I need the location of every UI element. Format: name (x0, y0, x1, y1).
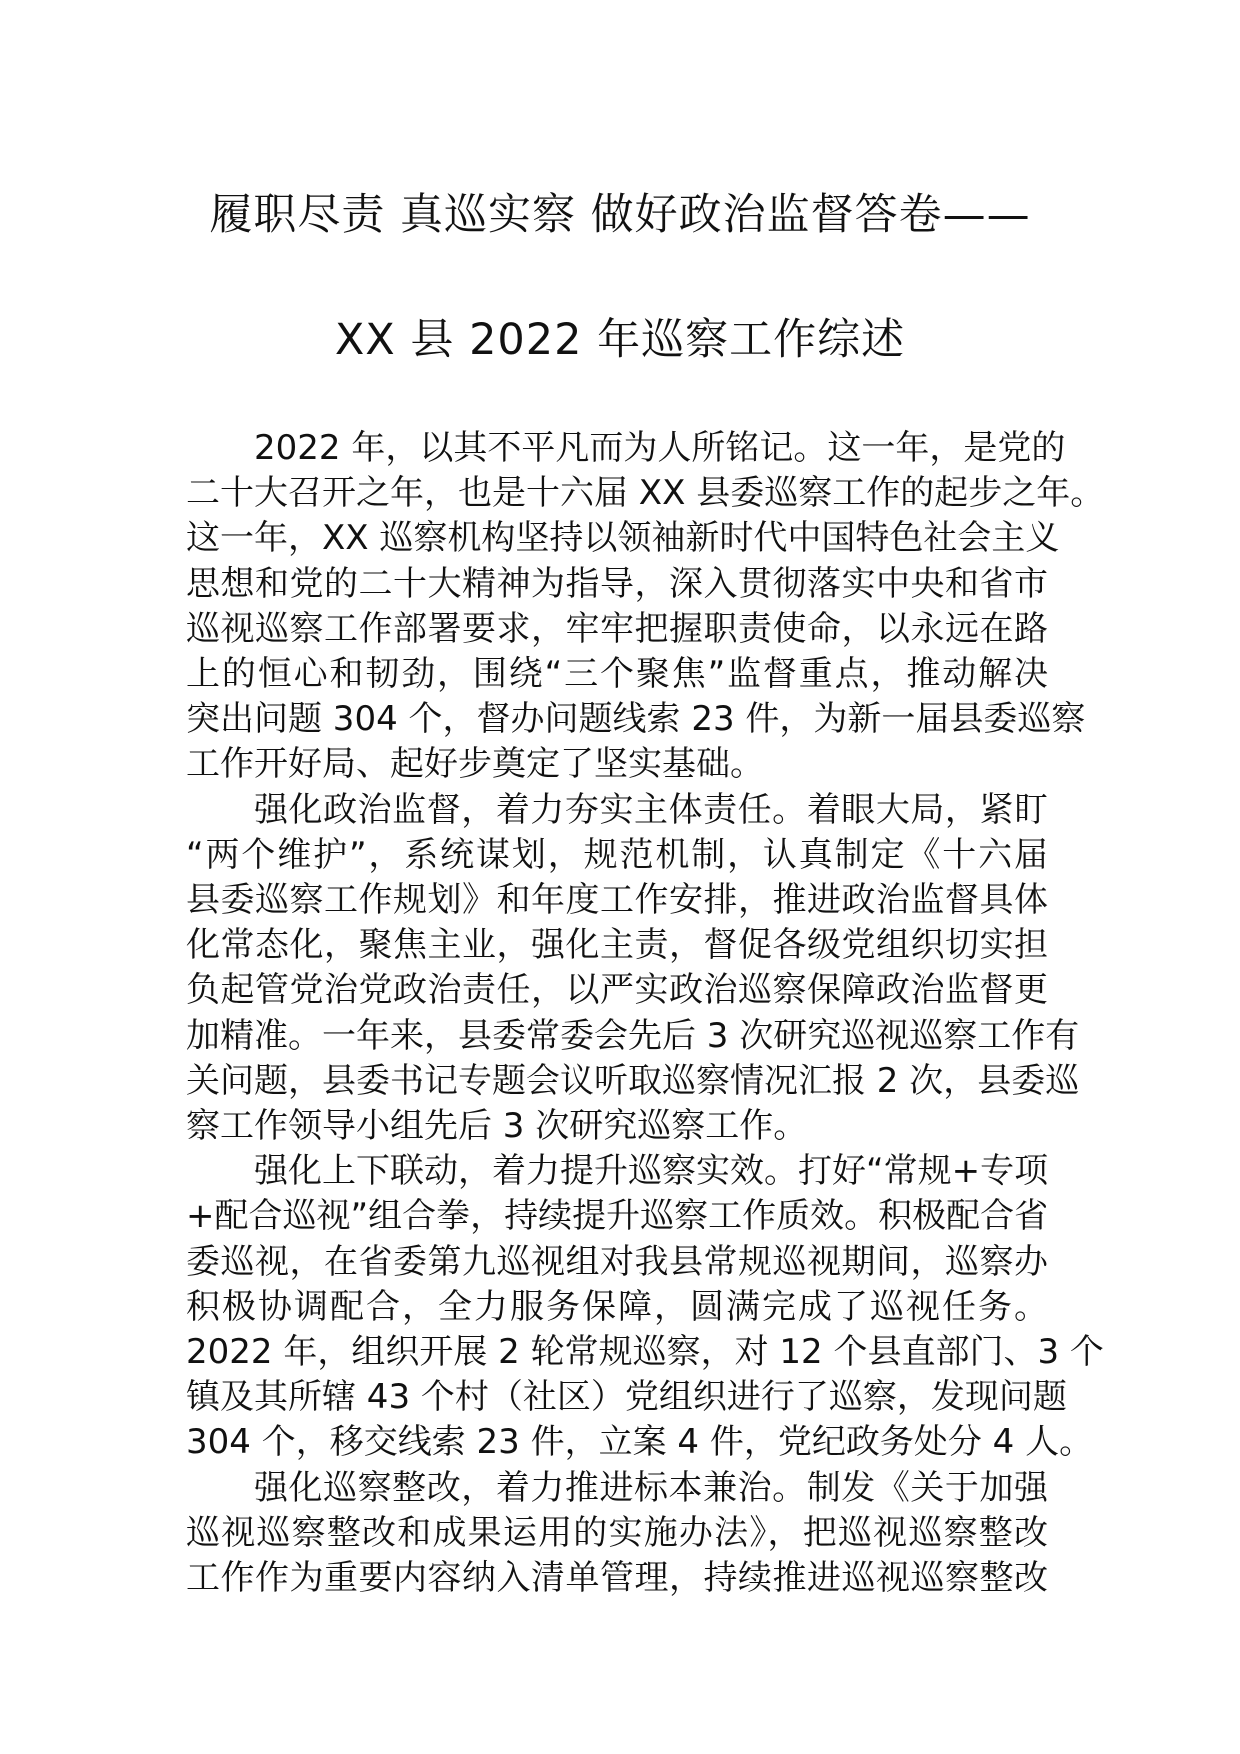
paragraph-line: 负起管党治党政治责任，以严实政治巡察保障政治监督更 (186, 970, 1048, 1011)
paragraph-line: 关问题，县委书记专题会议听取巡察情况汇报 2 次，县委巡 (186, 1060, 1080, 1101)
document-body (186, 426, 1105, 1601)
paragraph-line: 工作开好局、起好步奠定了坚实基础。 (186, 744, 764, 785)
paragraph-line: 304 个，移交线索 23 件，立案 4 件，党纪政务处分 4 人。 (186, 1422, 1094, 1463)
paragraph-line: 突出问题 304 个，督办问题线索 23 件，为新一届县委巡察 (186, 699, 1086, 740)
paragraph-line: 巡视巡察工作部署要求，牢牢把握职责使命，以永远在路 (186, 608, 1048, 649)
document-title-line-2: XX 县 2022 年巡察工作综述 (334, 315, 906, 365)
paragraph-line: 委巡视，在省委第九巡视组对我县常规巡视期间，巡察办 (186, 1241, 1048, 1282)
paragraph-line: 化常态化，聚焦主业，强化主责，督促各级党组织切实担 (186, 925, 1048, 966)
paragraph-line: 强化巡察整改，着力推进标本兼治。制发《关于加强 (254, 1467, 1048, 1508)
paragraph-line: +配合巡视”组合拳，持续提升巡察工作质效。积极配合省 (186, 1196, 1049, 1237)
paragraph-line: 察工作领导小组先后 3 次研究巡察工作。 (186, 1106, 808, 1147)
paragraph-line: 上的恒心和韧劲，围绕“三个聚焦”监督重点，推动解决 (186, 654, 1048, 695)
paragraph-rectification (186, 1466, 1048, 1602)
paragraph-line: 强化上下联动，着力提升巡察实效。打好“常规+专项 (254, 1151, 1049, 1192)
paragraph-line: 县委巡察工作规划》和年度工作安排，推进政治监督具体 (186, 880, 1048, 921)
document-title-line-1: 履职尽责 真巡实察 做好政治监督答卷—— (209, 190, 1031, 240)
paragraph-line: 这一年，XX 巡察机构坚持以领袖新时代中国特色社会主义 (186, 518, 1060, 559)
paragraph-line: 巡视巡察整改和成果运用的实施办法》，把巡视巡察整改 (186, 1512, 1048, 1553)
paragraph-line: 2022 年，组织开展 2 轮常规巡察，对 12 个县直部门、3 个 (186, 1332, 1104, 1373)
paragraph-linkage (186, 1149, 1104, 1465)
paragraph-line: 2022 年，以其不平凡而为人所铭记。这一年，是党的 (254, 428, 1066, 468)
paragraph-political-supervision (186, 788, 1080, 1150)
paragraph-line: 强化政治监督，着力夯实主体责任。着眼大局，紧盯 (254, 789, 1048, 830)
paragraph-line: 积极协调配合，全力服务保障，圆满完成了巡视任务。 (186, 1286, 1048, 1327)
paragraph-line: 思想和党的二十大精神为指导，深入贯彻落实中央和省市 (186, 563, 1048, 604)
paragraph-line: 镇及其所辖 43 个村（社区）党组织进行了巡察，发现问题 (186, 1377, 1067, 1418)
paragraph-line: “两个维护”，系统谋划，规范机制，认真制定《十六届 (186, 834, 1048, 875)
paragraph-line: 二十大召开之年，也是十六届 XX 县委巡察工作的起步之年。 (186, 473, 1105, 514)
paragraph-line: 工作作为重要内容纳入清单管理，持续推进巡视巡察整改 (186, 1558, 1048, 1599)
paragraph-intro (186, 426, 1105, 788)
paragraph-line: 加精准。一年来，县委常委会先后 3 次研究巡视巡察工作有 (186, 1015, 1080, 1056)
